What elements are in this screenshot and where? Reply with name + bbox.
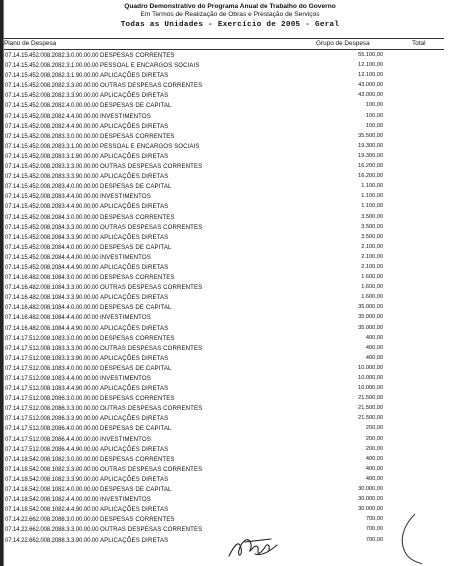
row-code: 07.14.15.452.008.2084.4.0.00.00.00 xyxy=(5,244,99,251)
table-row xyxy=(4,374,444,384)
row-code: 07.14.17.512.008.1083.4.4.00.00.00 xyxy=(5,376,99,382)
row-code: 07.14.17.512.008.1083.4.0.00.00.00 xyxy=(5,365,99,372)
table-row xyxy=(4,192,444,202)
row-plan xyxy=(5,143,200,150)
row-description: OUTRAS DESPESAS CORRENTES xyxy=(99,344,203,352)
row-value: 21.500,00 xyxy=(358,395,383,402)
row-value: 400,00 xyxy=(365,334,383,341)
row-code: 07.14.15.452.008.2082.4.4.00.00.00 xyxy=(5,113,99,120)
row-plan xyxy=(5,405,202,412)
row-plan xyxy=(5,395,175,402)
table-row xyxy=(4,536,444,546)
row-code: 07.14.18.542.008.1082.4.0.00.00.00 xyxy=(5,487,99,494)
row-code: 07.14.15.452.008.2082.3.3.90.00.00 xyxy=(5,93,99,100)
table-row xyxy=(4,313,444,323)
row-description: DESPESAS CORRENTES xyxy=(99,395,175,403)
row-description: DESPESAS DE CAPITAL xyxy=(99,183,172,191)
row-plan xyxy=(5,123,168,130)
row-plan xyxy=(5,476,168,483)
table-row xyxy=(4,233,444,243)
row-value: 10.000,00 xyxy=(358,385,383,392)
row-plan xyxy=(5,133,175,140)
row-plan xyxy=(5,183,172,190)
row-description: INVESTIMENTOS xyxy=(99,193,151,201)
row-description: APLICAÇÕES DIRETAS xyxy=(99,415,169,423)
row-value: 35.500,00 xyxy=(358,132,383,139)
row-code: 07.14.15.452.008.2082.4.4.90.00.00 xyxy=(5,123,99,130)
expense-table xyxy=(4,51,444,546)
row-code: 07.14.17.512.008.1083.4.4.90.00.00 xyxy=(5,386,99,393)
row-code: 07.14.17.512.008.1083.3.3.00.00.00 xyxy=(5,345,99,352)
row-value: 200,00 xyxy=(365,435,383,442)
row-plan xyxy=(5,304,172,311)
table-row xyxy=(4,435,444,445)
table-row xyxy=(4,132,444,142)
row-plan xyxy=(5,526,202,533)
table-row xyxy=(4,404,444,414)
table-row xyxy=(4,91,444,101)
row-code: 07.14.16.482.008.1084.4.0.00.00.00 xyxy=(5,305,99,312)
row-value: 400,00 xyxy=(365,344,383,351)
table-row xyxy=(4,465,444,475)
table-row xyxy=(4,172,444,182)
row-code: 07.14.15.452.008.2082.3.1.00.00.00 xyxy=(5,63,99,70)
row-code: 07.14.15.452.008.2083.3.3.90.00.00 xyxy=(5,174,99,181)
row-value: 30.000,00 xyxy=(358,486,383,493)
row-value: 100,00 xyxy=(365,122,383,129)
row-description: APLICAÇÕES DIRETAS xyxy=(99,294,169,302)
row-plan xyxy=(5,224,202,231)
row-description: PESSOAL E ENCARGOS SOCIAIS xyxy=(99,62,200,70)
row-description: DESPESAS DE CAPITAL xyxy=(99,364,172,372)
row-value: 3.500,00 xyxy=(361,233,383,240)
row-code: 07.14.15.452.008.2084.3.3.90.00.00 xyxy=(5,234,99,241)
table-row xyxy=(4,485,444,495)
row-plan xyxy=(5,446,168,453)
row-description: APLICAÇÕES DIRETAS xyxy=(99,173,169,181)
row-value: 3.500,00 xyxy=(361,223,383,230)
row-plan xyxy=(5,72,168,79)
row-value: 10.000,00 xyxy=(358,375,383,381)
row-value: 1.100,00 xyxy=(361,183,383,190)
row-plan xyxy=(5,173,168,180)
table-row xyxy=(4,354,444,364)
table-row xyxy=(4,263,444,273)
signature-mark xyxy=(225,530,285,562)
row-value: 21.500,00 xyxy=(358,415,383,422)
row-description: DESPESAS CORRENTES xyxy=(99,455,175,463)
table-row xyxy=(4,505,444,515)
table-row xyxy=(4,61,444,71)
row-plan xyxy=(5,264,168,271)
row-description: APLICAÇÕES DIRETAS xyxy=(99,536,169,544)
table-row xyxy=(4,414,444,424)
table-row xyxy=(4,182,444,192)
table-row xyxy=(4,455,444,465)
row-value: 30.000,00 xyxy=(358,506,383,513)
table-row xyxy=(4,213,444,223)
table-row xyxy=(4,283,444,293)
row-value: 19.300,00 xyxy=(358,152,383,159)
row-plan xyxy=(5,537,168,544)
table-row xyxy=(4,71,444,81)
row-description: APLICAÇÕES DIRETAS xyxy=(99,152,169,160)
row-value: 1.600,00 xyxy=(361,284,383,291)
row-value: 1.100,00 xyxy=(361,193,383,200)
header-subtitle: Em Termos de Realização de Obras e Prestação de Serviços xyxy=(140,11,320,18)
table-row xyxy=(4,122,444,132)
row-description: DESPESAS CORRENTES xyxy=(99,334,175,342)
row-value: 55.100,00 xyxy=(358,52,383,58)
row-plan xyxy=(5,325,168,332)
row-plan xyxy=(5,355,168,362)
row-value: 43.000,00 xyxy=(358,92,383,99)
table-row xyxy=(4,223,444,233)
row-description: DESPESAS DE CAPITAL xyxy=(99,486,172,494)
row-code: 07.14.17.512.008.2086.3.3.00.00.00 xyxy=(5,406,99,413)
row-description: DESPESAS CORRENTES xyxy=(99,213,175,221)
header-rule-top xyxy=(4,38,444,39)
table-row xyxy=(4,344,444,354)
row-code: 07.14.16.482.008.1084.4.4.00.00.00 xyxy=(5,315,99,322)
row-code: 07.14.16.482.008.1084.3.3.00.00.00 xyxy=(5,285,99,292)
table-row xyxy=(4,112,444,122)
row-code: 07.14.15.452.008.2083.3.3.00.00.00 xyxy=(5,164,99,171)
row-value: 700,00 xyxy=(365,516,383,523)
row-value: 400,00 xyxy=(365,475,383,482)
row-plan xyxy=(5,62,200,69)
table-row xyxy=(4,273,444,283)
table-row xyxy=(4,293,444,303)
row-code: 07.14.15.452.008.2082.3.0.00.00.00 xyxy=(5,53,99,59)
row-description: APLICAÇÕES DIRETAS xyxy=(99,263,169,271)
row-code: 07.14.17.512.008.2086.3.0.00.00.00 xyxy=(5,396,99,403)
row-value: 700,00 xyxy=(365,536,383,543)
row-plan xyxy=(5,244,172,251)
row-value: 2.100,00 xyxy=(361,253,383,260)
row-plan xyxy=(5,193,151,200)
row-code: 07.14.22.662.008.2088.3.3.90.00.00 xyxy=(5,537,99,544)
row-value: 2.100,00 xyxy=(361,263,383,270)
row-code: 07.14.17.512.008.2086.4.4.00.00.00 xyxy=(5,436,99,443)
row-plan xyxy=(5,436,151,443)
row-code: 07.14.22.662.008.2088.3.0.00.00.00 xyxy=(5,517,99,524)
row-plan xyxy=(5,153,168,160)
row-description: INVESTIMENTOS xyxy=(99,375,151,382)
row-value: 21.500,00 xyxy=(358,405,383,412)
table-row xyxy=(4,495,444,505)
row-code: 07.14.18.542.008.1082.4.4.90.00.00 xyxy=(5,507,99,514)
row-plan xyxy=(5,113,151,120)
row-description: APLICAÇÕES DIRETAS xyxy=(99,122,169,130)
row-value: 30.000,00 xyxy=(358,496,383,503)
row-description: DESPESAS DE CAPITAL xyxy=(99,102,172,110)
row-value: 43.000,00 xyxy=(358,82,383,89)
table-row xyxy=(4,364,444,374)
table-row xyxy=(4,525,444,535)
row-plan xyxy=(5,516,175,523)
row-description: DESPESAS CORRENTES xyxy=(99,516,175,524)
row-plan xyxy=(5,466,202,473)
row-description: APLICAÇÕES DIRETAS xyxy=(99,475,169,483)
row-plan xyxy=(5,415,168,422)
row-plan xyxy=(5,284,202,291)
row-value: 16.200,00 xyxy=(358,173,383,180)
table-row xyxy=(4,101,444,111)
table-row xyxy=(4,253,444,263)
row-code: 07.14.16.482.008.1084.4.4.90.00.00 xyxy=(5,325,99,332)
row-value: 400,00 xyxy=(365,455,383,462)
row-value: 1.600,00 xyxy=(361,274,383,281)
row-plan xyxy=(5,254,151,261)
row-code: 07.14.15.452.008.2084.3.3.00.00.00 xyxy=(5,224,99,231)
row-code: 07.14.15.452.008.2083.3.1.00.00.00 xyxy=(5,143,99,150)
table-row xyxy=(4,515,444,525)
row-plan xyxy=(5,52,175,59)
row-plan xyxy=(5,214,175,221)
row-description: APLICAÇÕES DIRETAS xyxy=(99,385,169,393)
row-code: 07.14.16.482.008.1084.3.3.90.00.00 xyxy=(5,295,99,302)
row-value: 200,00 xyxy=(365,425,383,432)
row-plan xyxy=(5,335,175,342)
row-plan xyxy=(5,506,168,513)
row-description: OUTRAS DESPESAS CORRENTES xyxy=(99,223,203,231)
row-value: 12.100,00 xyxy=(358,62,383,69)
table-row xyxy=(4,384,444,394)
table-row xyxy=(4,243,444,253)
row-description: DESPESAS DE CAPITAL xyxy=(99,243,172,251)
row-value: 2.100,00 xyxy=(361,243,383,250)
row-code: 07.14.15.452.008.2084.3.0.00.00.00 xyxy=(5,214,99,221)
row-value: 100,00 xyxy=(365,112,383,119)
table-row xyxy=(4,394,444,404)
row-description: APLICAÇÕES DIRETAS xyxy=(99,92,169,100)
row-code: 07.14.17.512.008.2086.4.4.90.00.00 xyxy=(5,446,99,453)
row-description: INVESTIMENTOS xyxy=(99,314,151,322)
row-code: 07.14.15.452.008.2082.3.3.00.00.00 xyxy=(5,83,99,90)
row-description: OUTRAS DESPESAS CORRENTES xyxy=(99,82,203,90)
row-description: APLICAÇÕES DIRETAS xyxy=(99,445,169,453)
row-code: 07.14.15.452.008.2084.4.4.00.00.00 xyxy=(5,254,99,261)
row-description: APLICAÇÕES DIRETAS xyxy=(99,324,169,332)
row-code: 07.14.15.452.008.2082.4.0.00.00.00 xyxy=(5,103,99,110)
table-row xyxy=(4,81,444,91)
row-value: 3.500,00 xyxy=(361,213,383,220)
row-plan xyxy=(5,456,175,463)
row-code: 07.14.18.542.008.1082.4.4.00.00.00 xyxy=(5,497,99,504)
row-description: OUTRAS DESPESAS CORRENTES xyxy=(99,465,203,473)
column-grupo: Grupo de Despesa xyxy=(316,40,370,47)
row-value: 16.200,00 xyxy=(358,163,383,170)
row-value: 400,00 xyxy=(365,354,383,361)
header-rule-bottom xyxy=(4,49,444,50)
row-code: 07.14.17.512.008.1083.3.0.00.00.00 xyxy=(5,335,99,342)
row-value: 19.300,00 xyxy=(358,142,383,149)
table-row xyxy=(4,475,444,485)
row-plan xyxy=(5,274,175,281)
row-value: 35.000,00 xyxy=(358,304,383,311)
row-plan xyxy=(5,314,151,321)
pen-mark xyxy=(395,512,425,566)
row-description: DESPESAS CORRENTES xyxy=(99,52,175,59)
row-plan xyxy=(5,294,168,301)
row-description: OUTRAS DESPESAS CORRENTES xyxy=(99,526,203,534)
row-code: 07.14.18.542.008.1082.3.3.90.00.00 xyxy=(5,476,99,483)
row-description: APLICAÇÕES DIRETAS xyxy=(99,506,169,514)
row-value: 1.600,00 xyxy=(361,294,383,301)
table-row xyxy=(4,152,444,162)
row-code: 07.14.15.452.008.2083.4.4.00.00.00 xyxy=(5,194,99,201)
table-row xyxy=(4,424,444,434)
row-code: 07.14.15.452.008.2083.4.0.00.00.00 xyxy=(5,184,99,191)
row-plan xyxy=(5,102,172,109)
row-value: 400,00 xyxy=(365,465,383,472)
row-description: OUTRAS DESPESAS CORRENTES xyxy=(99,405,203,413)
row-description: INVESTIMENTOS xyxy=(99,112,151,120)
row-plan xyxy=(5,486,172,493)
row-plan xyxy=(5,385,168,392)
row-description: DESPESAS DE CAPITAL xyxy=(99,425,172,433)
row-value: 200,00 xyxy=(365,445,383,452)
header-exercise: Todas as Unidades - Exercício de 2005 - Geral xyxy=(120,21,340,29)
row-plan xyxy=(5,163,202,170)
row-code: 07.14.16.482.008.1084.3.0.00.00.00 xyxy=(5,275,99,282)
row-description: DESPESAS DE CAPITAL xyxy=(99,304,172,312)
row-code: 07.14.15.452.008.2083.4.4.90.00.00 xyxy=(5,204,99,211)
row-code: 07.14.22.662.008.2088.3.3.00.00.00 xyxy=(5,527,99,534)
row-code: 07.14.18.542.008.1082.3.0.00.00.00 xyxy=(5,456,99,463)
row-code: 07.14.18.542.008.1082.3.3.00.00.00 xyxy=(5,466,99,473)
row-description: INVESTIMENTOS xyxy=(99,435,151,443)
row-description: INVESTIMENTOS xyxy=(99,253,151,261)
table-row xyxy=(4,162,444,172)
header-title: Quadro Demonstrativo do Programa Anual de Trabalho do Governo xyxy=(124,3,336,10)
table-row xyxy=(4,324,444,334)
row-value: 10.000,00 xyxy=(358,364,383,371)
row-code: 07.14.15.452.008.2083.3.1.90.00.00 xyxy=(5,153,99,160)
column-total: Total xyxy=(412,40,426,47)
row-value: 35.000,00 xyxy=(358,324,383,331)
row-plan xyxy=(5,234,168,241)
row-plan xyxy=(5,82,202,89)
row-code: 07.14.17.512.008.1083.3.3.90.00.00 xyxy=(5,355,99,362)
row-value: 12.100,00 xyxy=(358,72,383,79)
row-plan xyxy=(5,375,151,382)
row-plan xyxy=(5,425,172,432)
row-value: 100,00 xyxy=(365,102,383,109)
row-description: PESSOAL E ENCARGOS SOCIAIS xyxy=(99,142,200,150)
row-description: APLICAÇÕES DIRETAS xyxy=(99,354,169,362)
row-description: APLICAÇÕES DIRETAS xyxy=(99,233,169,241)
row-description: INVESTIMENTOS xyxy=(99,496,151,504)
row-plan xyxy=(5,496,151,503)
row-code: 07.14.15.452.008.2082.3.1.90.00.00 xyxy=(5,73,99,80)
table-row xyxy=(4,334,444,344)
row-description: APLICAÇÕES DIRETAS xyxy=(99,72,169,80)
column-plano: Plano de Despesa xyxy=(4,40,57,47)
row-value: 35.000,00 xyxy=(358,314,383,321)
row-description: DESPESAS CORRENTES xyxy=(99,132,175,140)
row-description: OUTRAS DESPESAS CORRENTES xyxy=(99,163,203,171)
table-row xyxy=(4,445,444,455)
table-row xyxy=(4,51,444,61)
row-description: APLICAÇÕES DIRETAS xyxy=(99,203,169,211)
row-code: 07.14.15.452.008.2083.3.0.00.00.00 xyxy=(5,133,99,140)
table-row xyxy=(4,303,444,313)
row-description: OUTRAS DESPESAS CORRENTES xyxy=(99,284,203,292)
row-plan xyxy=(5,345,202,352)
row-plan xyxy=(5,365,172,372)
row-value: 700,00 xyxy=(365,526,383,533)
table-row xyxy=(4,202,444,212)
row-description: DESPESAS CORRENTES xyxy=(99,274,175,282)
row-plan xyxy=(5,92,168,99)
row-code: 07.14.15.452.008.2084.4.4.90.00.00 xyxy=(5,264,99,271)
row-code: 07.14.17.512.008.2086.4.0.00.00.00 xyxy=(5,426,99,433)
row-plan xyxy=(5,203,168,210)
row-value: 1.100,00 xyxy=(361,203,383,210)
row-code: 07.14.17.512.008.2086.3.3.90.00.00 xyxy=(5,416,99,423)
table-row xyxy=(4,142,444,152)
